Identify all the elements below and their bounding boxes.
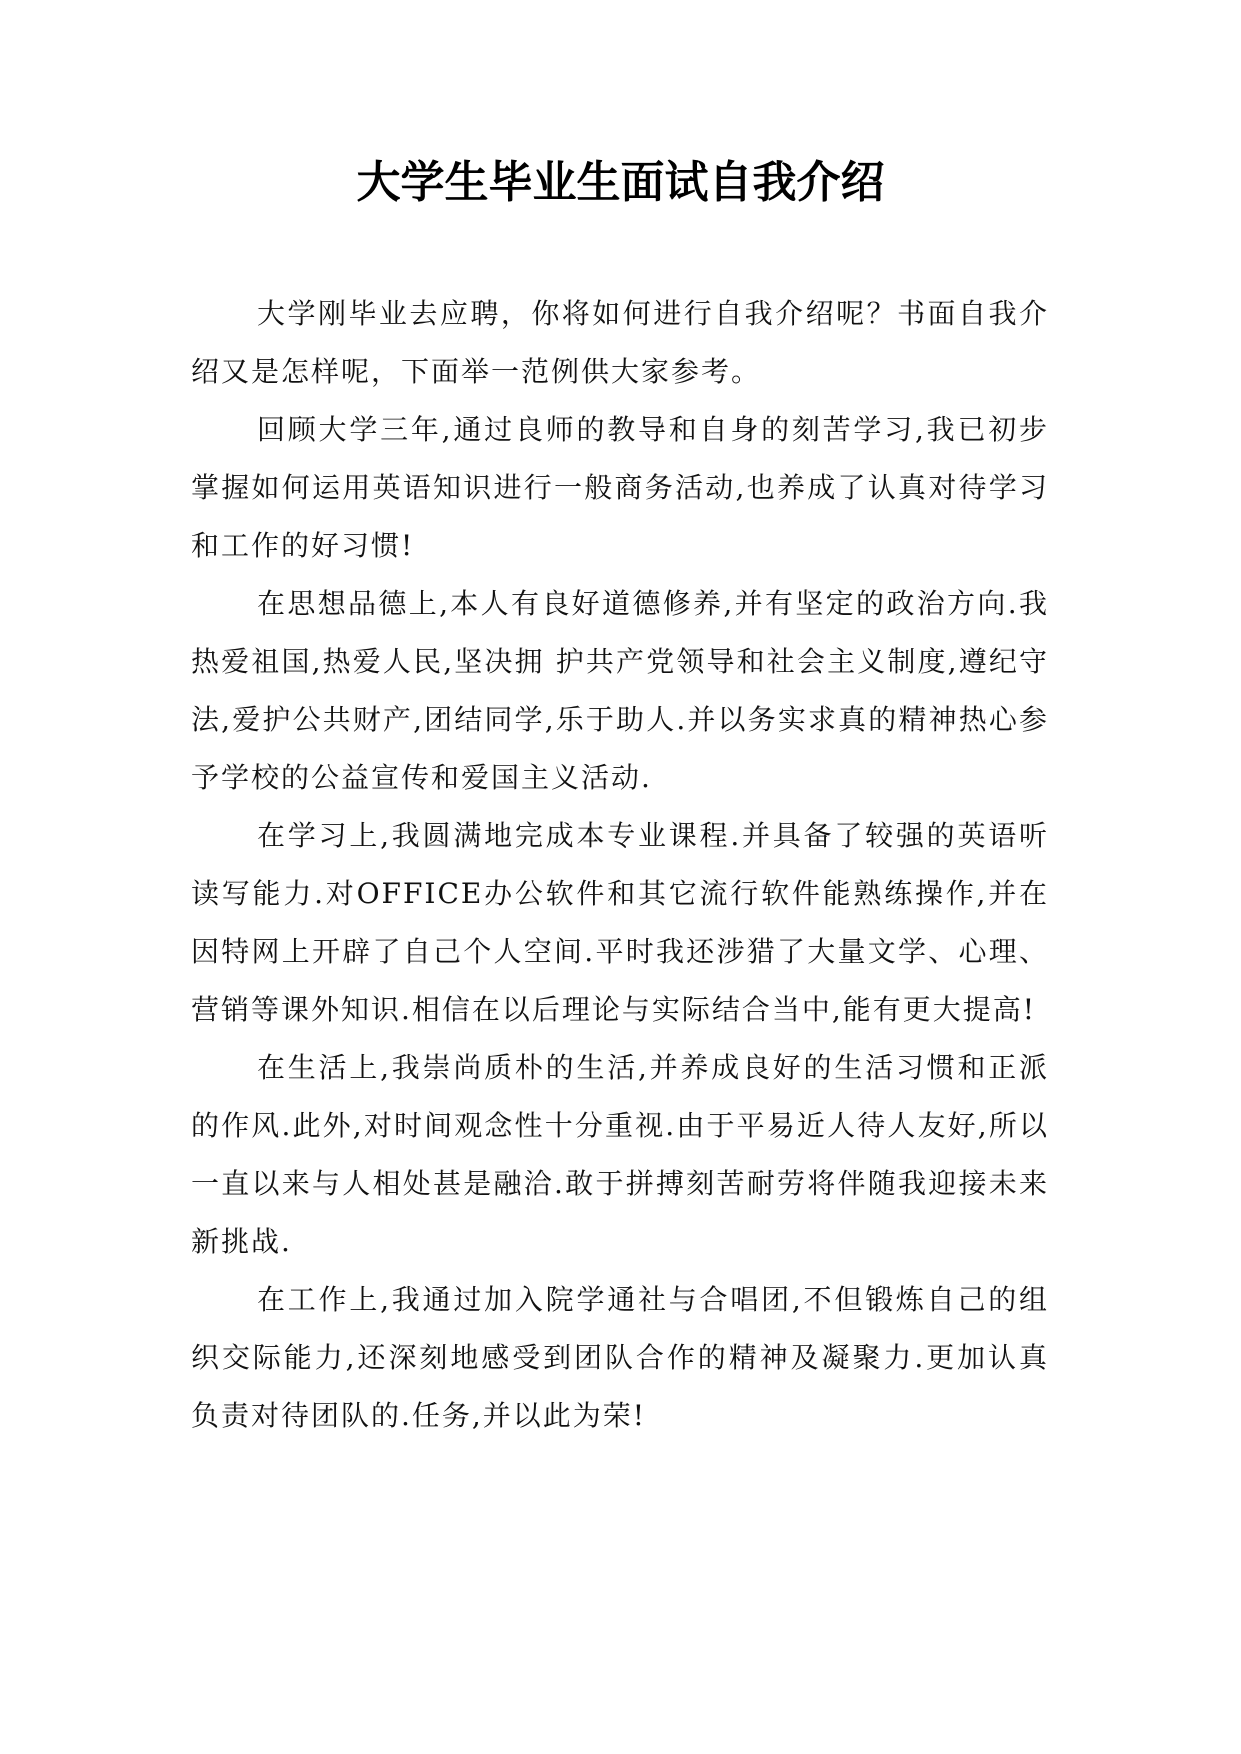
paragraph-work: 在工作上,我通过加入院学通社与合唱团,不但锻炼自己的组织交际能力,还深刻地感受到团队合作的精神及凝聚力.更加认真负责对待团队的.任务,并以此为荣! (191, 1283, 1049, 1432)
paragraph-review: 回顾大学三年,通过良师的教导和自身的刻苦学习,我已初步掌握如何运用英语知识进行一般商务活动,也养成了认真对待学习和工作的好习惯! (191, 413, 1049, 562)
paragraph-study: 在学习上,我圆满地完成本专业课程.并具备了较强的英语听读写能力.对OFFICE办公软件和其它流行软件能熟练操作,并在因特网上开辟了自己个人空间.平时我还涉猎了大量文学、心理、营销等课外知识.相信在以后理论与实际结合当中,能有更大提高! (191, 819, 1049, 1026)
document-body (191, 285, 1049, 1445)
paragraph-moral: 在思想品德上,本人有良好道德修养,并有坚定的政治方向.我热爱祖国,热爱人民,坚决拥 护共产党领导和社会主义制度,遵纪守法,爱护公共财产,团结同学,乐于助人.并以务实求真的精神热心参予学校的公益宣传和爱国主义活动. (191, 587, 1049, 794)
page-title: 大学生毕业生面试自我介绍 (356, 157, 885, 208)
paragraph-life: 在生活上,我崇尚质朴的生活,并养成良好的生活习惯和正派的作风.此外,对时间观念性十分重视.由于平易近人待人友好,所以一直以来与人相处甚是融洽.敢于拼搏刻苦耐劳将伴随我迎接未来新挑战. (191, 1051, 1049, 1258)
paragraph-intro: 大学刚毕业去应聘，你将如何进行自我介绍呢？书面自我介绍又是怎样呢，下面举一范例供大家参考。 (191, 297, 1049, 388)
